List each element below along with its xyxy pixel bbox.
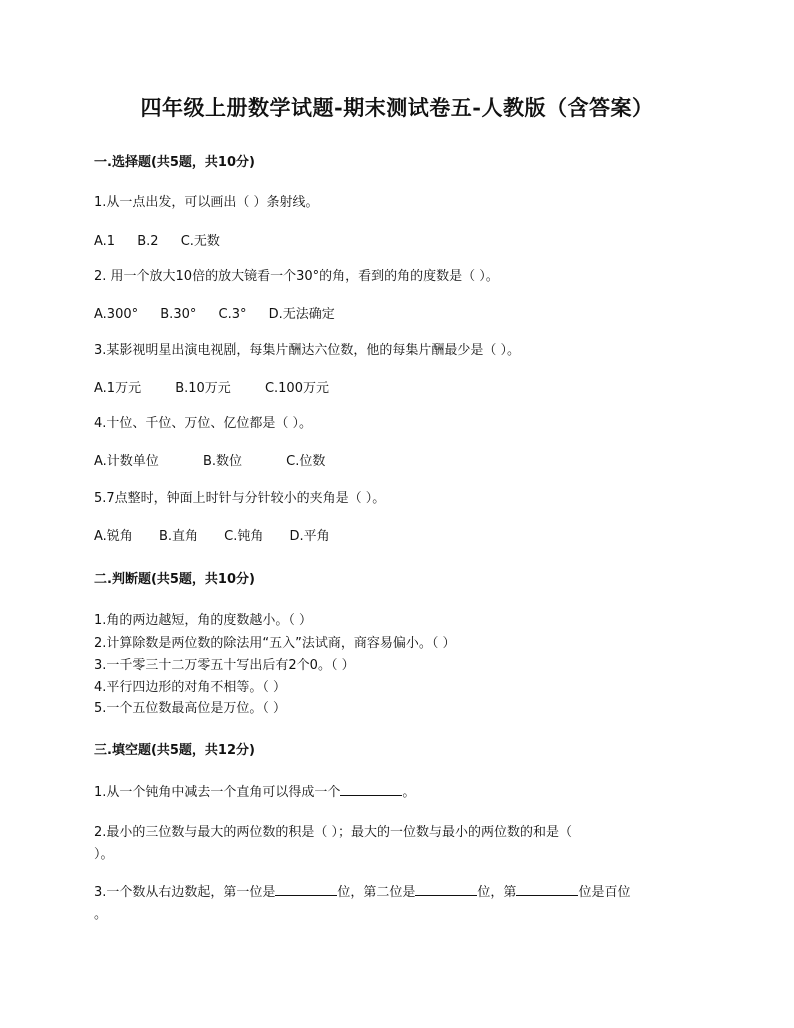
fill-question-3-line2: 。 xyxy=(94,907,108,922)
question-1-3: 3.某影视明星出演电视剧，每集片酬达六位数，他的每集片酬最少是（ ）。 xyxy=(94,343,521,358)
section-heading-choice: 一.选择题(共5题，共10分) xyxy=(94,155,255,170)
fill-question-2-line2: ）。 xyxy=(94,847,114,862)
option-b: B.30° xyxy=(160,307,197,322)
options-1-3 xyxy=(94,377,347,396)
option-a: A.1万元 xyxy=(94,381,142,396)
fill-text: 位，第二位是 xyxy=(337,885,416,900)
option-b: B.直角 xyxy=(158,529,199,544)
question-1-2: 2. 用一个放大10倍的放大镜看一个30°的角，看到的角的度数是（ ）。 xyxy=(94,269,499,284)
question-1-5: 5.7点整时，钟面上时针与分针较小的夹角是（ ）。 xyxy=(94,491,386,506)
option-c: C.无数 xyxy=(180,234,220,249)
option-c: C.3° xyxy=(218,307,247,322)
option-d: D.平角 xyxy=(289,529,330,544)
page-title: 四年级上册数学试题-期末测试卷五-人教版（含答案） xyxy=(140,95,654,120)
fill-text: 位，第 xyxy=(477,885,517,900)
judge-item-3: 3.一千零三十二万零五十写出后有2个0。（ ） xyxy=(94,658,355,673)
answer-blank[interactable] xyxy=(516,883,578,896)
judge-item-2: 2.计算除数是两位数的除法用“五入”法试商，商容易偏小。（ ） xyxy=(94,636,456,651)
question-1-1: 1.从一点出发，可以画出（ ）条射线。 xyxy=(94,195,319,210)
option-c: C.钝角 xyxy=(224,529,264,544)
answer-blank[interactable] xyxy=(275,883,337,896)
options-1-4 xyxy=(94,450,343,469)
fill-text: 1.从一个钝角中减去一个直角可以得成一个 xyxy=(94,785,341,800)
fill-question-3 xyxy=(94,881,630,900)
option-c: C.位数 xyxy=(286,454,326,469)
judge-item-1: 1.角的两边越短，角的度数越小。（ ） xyxy=(94,613,313,628)
option-a: A.300° xyxy=(94,307,139,322)
question-1-4: 4.十位、千位、万位、亿位都是（ ）。 xyxy=(94,416,313,431)
option-d: D.无法确定 xyxy=(268,307,335,322)
fill-text: 。 xyxy=(402,785,416,800)
options-1-5 xyxy=(94,525,348,544)
fill-question-1 xyxy=(94,781,415,800)
option-b: B.10万元 xyxy=(175,381,231,396)
options-1-2 xyxy=(94,303,353,322)
answer-blank[interactable] xyxy=(415,883,477,896)
answer-blank[interactable] xyxy=(340,783,402,796)
options-1-1 xyxy=(94,230,238,249)
fill-question-2-line1: 2.最小的三位数与最大的两位数的积是（ ）；最大的一位数与最小的两位数的和是（ xyxy=(94,825,573,840)
option-a: A.1 xyxy=(94,234,116,249)
fill-text: 位是百位 xyxy=(578,885,631,900)
judge-item-5: 5.一个五位数最高位是万位。（ ） xyxy=(94,701,287,716)
option-b: B.2 xyxy=(137,234,159,249)
option-a: A.计数单位 xyxy=(94,454,159,469)
option-b: B.数位 xyxy=(202,454,243,469)
option-c: C.100万元 xyxy=(264,381,329,396)
option-a: A.锐角 xyxy=(94,529,133,544)
section-heading-judge: 二.判断题(共5题，共10分) xyxy=(94,572,255,587)
fill-text: 3.一个数从右边数起，第一位是 xyxy=(94,885,276,900)
section-heading-fill: 三.填空题(共5题，共12分) xyxy=(94,743,255,758)
judge-item-4: 4.平行四边形的对角不相等。（ ） xyxy=(94,680,287,695)
